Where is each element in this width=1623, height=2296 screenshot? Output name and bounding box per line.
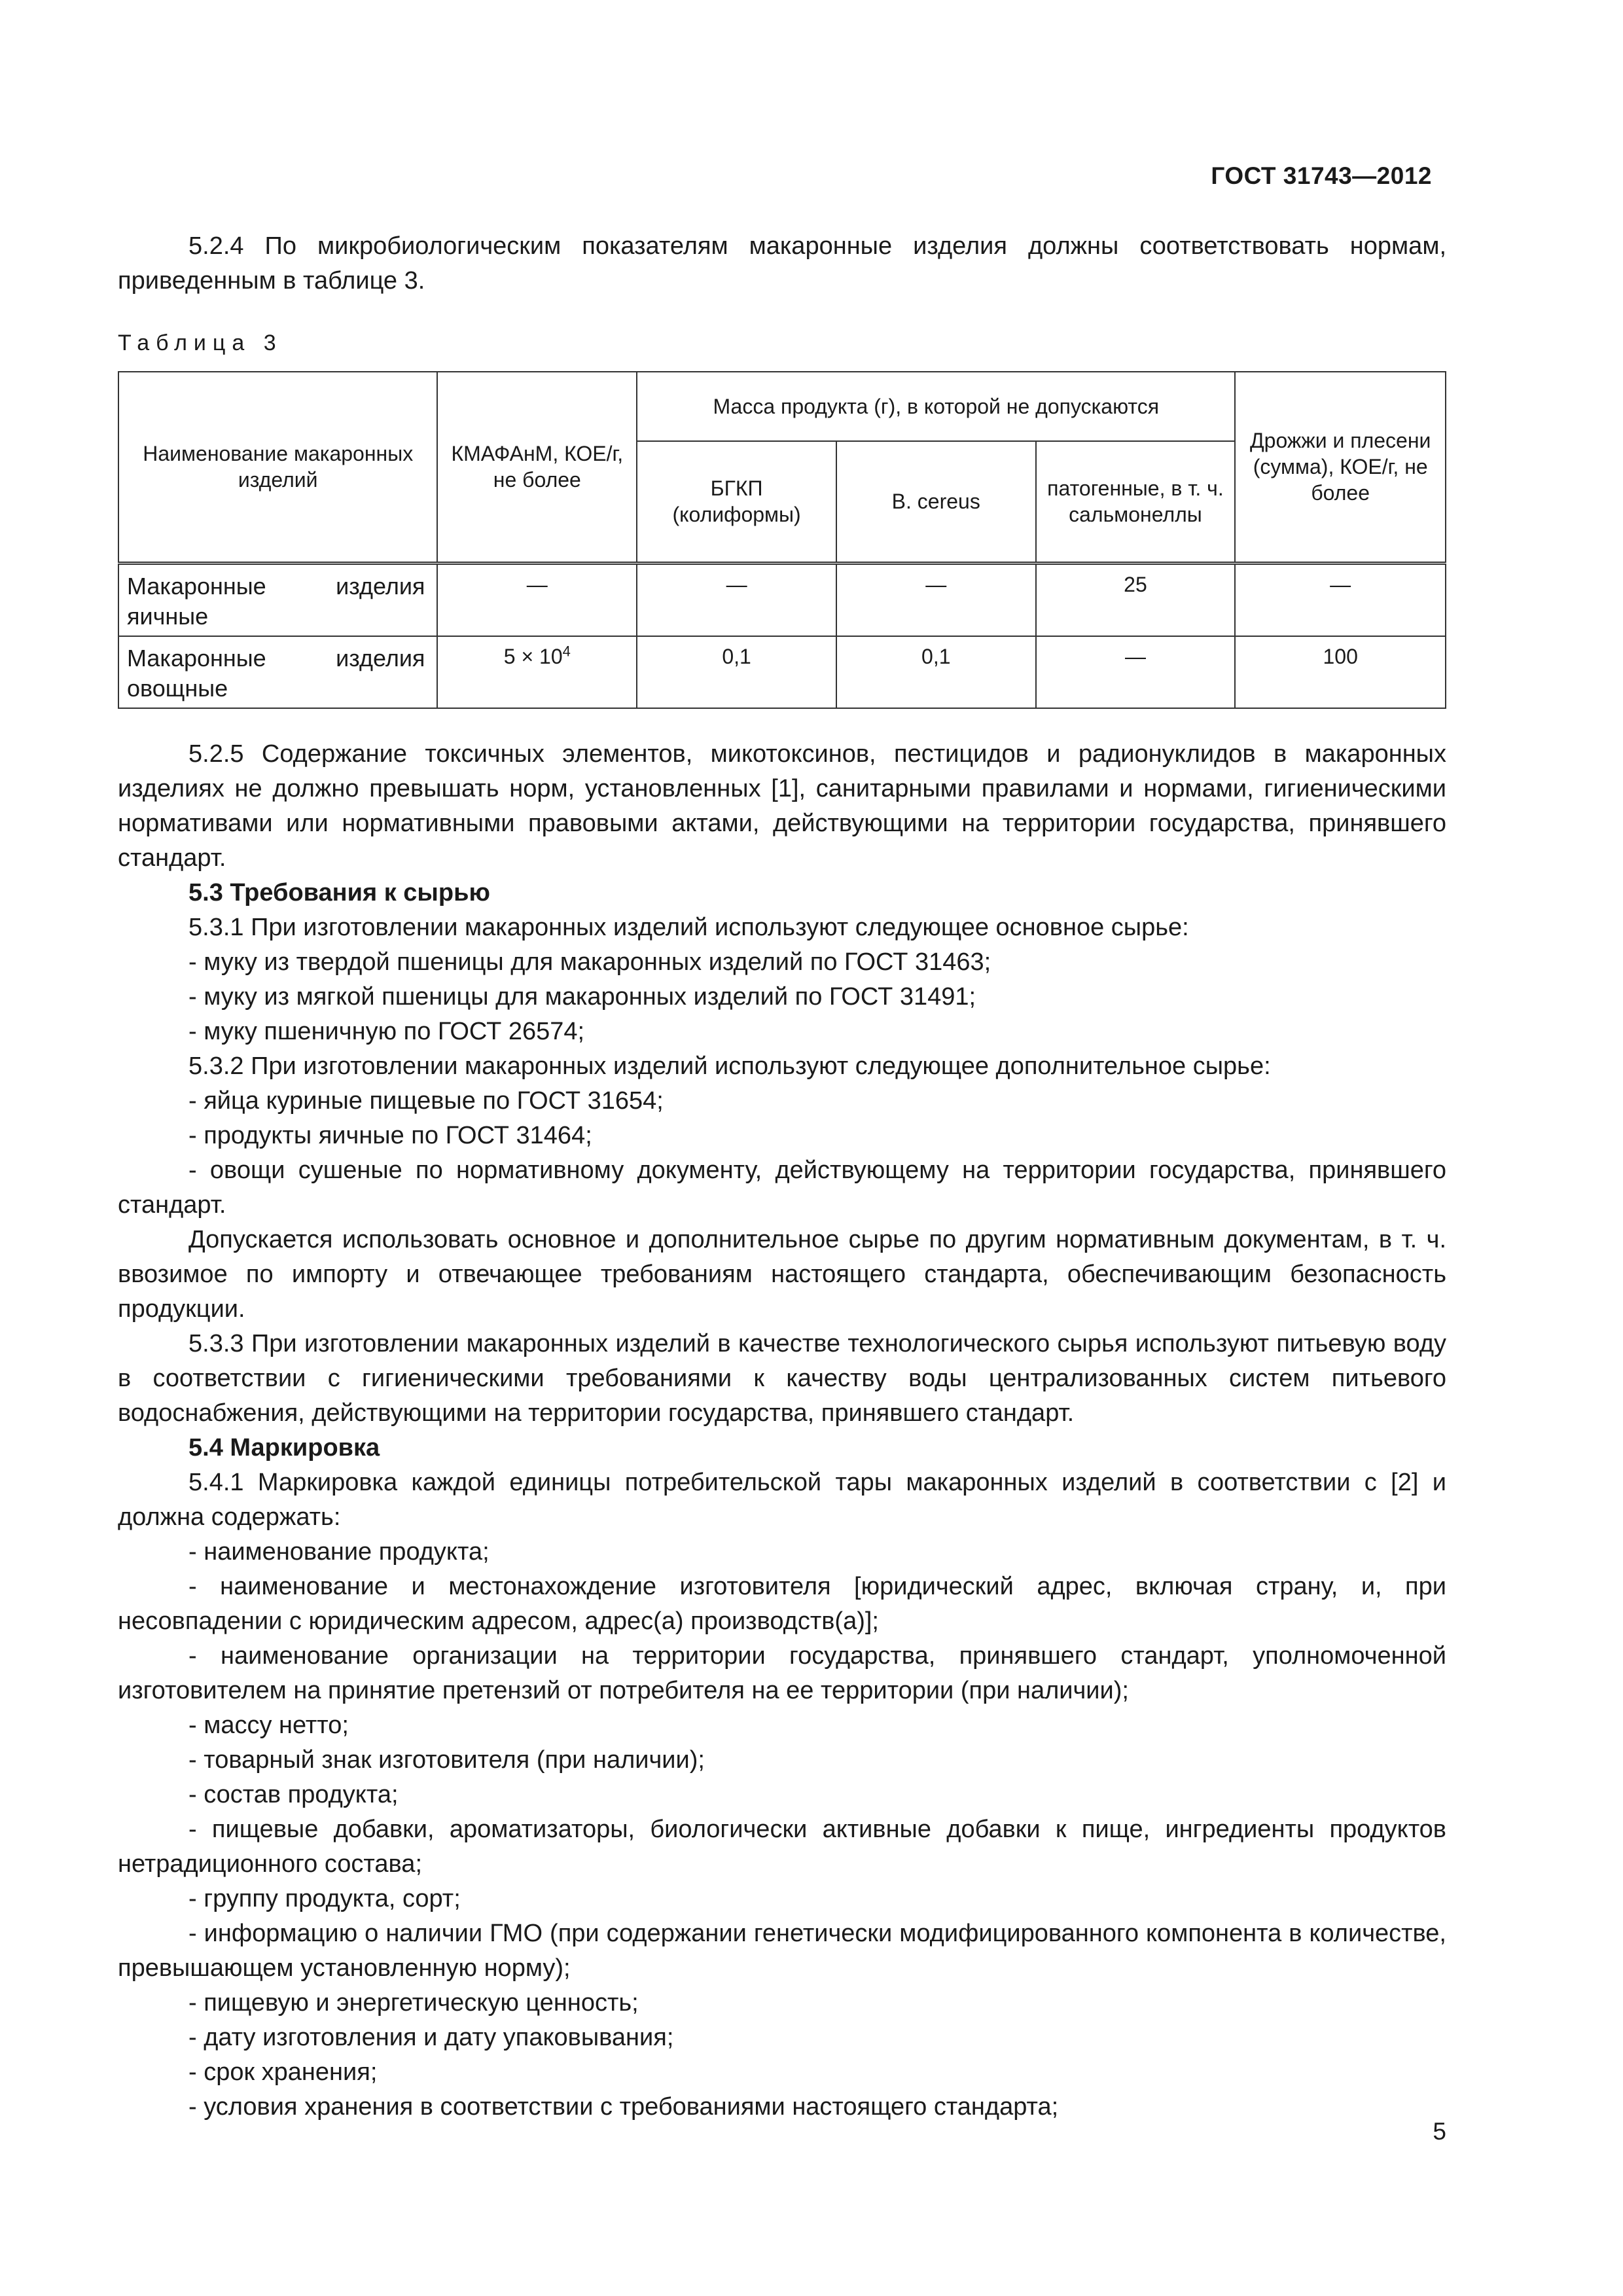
page-number: 5 <box>1433 2118 1446 2145</box>
list-item: - срок хранения; <box>188 2058 378 2086</box>
row-name: Макаронные изделия овощные <box>118 636 437 708</box>
list-item: - наименование продукта; <box>188 1538 490 1566</box>
header-pathogenic: патогенные, в т. ч. сальмонеллы <box>1036 441 1236 563</box>
list-item: - муку из мягкой пшеницы для макаронных изделий по ГОСТ 31491; <box>188 983 976 1011</box>
table-3 <box>118 371 1446 709</box>
cell-bgkp: — <box>637 563 836 636</box>
list-item: - пищевую и энергетическую ценность; <box>188 1989 639 2017</box>
cell-kmafanm: $5 \times 10^4$ <box>437 636 637 708</box>
list-item: - наименование организации на территории государства, принявшего стандарт, уполномоченной изготовителем на принятие претензий от потребителя на ее территории (при наличии); <box>118 1642 1446 1704</box>
paragraph-5-4-1: 5.4.1 Маркировка каждой единицы потребительской тары макаронных изделий в соответствии с [2] и должна содержать: <box>118 1469 1446 1531</box>
row-name: Макаронные изделия яичные <box>118 563 437 636</box>
list-item: - товарный знак изготовителя (при наличии); <box>188 1746 705 1774</box>
table-row <box>118 563 1446 636</box>
cell-bgkp: 0,1 <box>637 636 836 708</box>
paragraph-5-2-5: 5.2.5 Содержание токсичных элементов, микотоксинов, пестицидов и радионуклидов в макаронных изделиях не должно превышать норм, установленных [1], санитарными правилами и нормами, гигиеническими нормативами или нормативными правовыми актами, действующими на территории государства, принявшего стандарт. <box>118 740 1446 872</box>
list-item: - муку пшеничную по ГОСТ 26574; <box>188 1018 585 1045</box>
cell-pathogenic: 25 <box>1036 563 1236 636</box>
header-kmafanm: КМАФАнМ, КОЕ/г, не более <box>437 372 637 563</box>
paragraph-5-3-3: 5.3.3 При изготовлении макаронных изделий в качестве технологического сырья используют питьевую воду в соответствии с гигиеническими требованиями к качеству воды централизованных систем питьевого водоснабжения, действующими на территории государства, принявшего стандарт. <box>118 1330 1446 1427</box>
cell-bcereus: — <box>836 563 1036 636</box>
list-item: - наименование и местонахождение изготовителя [юридический адрес, включая страну, и, при несовпадении с юридическим адресом, адрес(а) производств(а)]; <box>118 1573 1446 1635</box>
document-header: ГОСТ 31743—2012 <box>1211 162 1432 189</box>
header-bgkp: БГКП (колиформы) <box>637 441 836 563</box>
table-caption: Таблица 3 <box>118 331 283 355</box>
header-bcereus: B. cereus <box>836 441 1036 563</box>
list-item: - состав продукта; <box>188 1781 399 1808</box>
paragraph-5-3-2: 5.3.2 При изготовлении макаронных изделий используют следующее дополнительное сырье: <box>188 1052 1271 1080</box>
paragraph-5-2-4: 5.2.4 По микробиологическим показателям макаронные изделия должны соответствовать нормам, приведенным в таблице 3. <box>118 232 1446 295</box>
table-row <box>118 636 1446 708</box>
list-item: - информацию о наличии ГМО (при содержании генетически модифицированного компонента в количестве, превышающем установленную норму); <box>118 1920 1446 1982</box>
paragraph-5-3-1: 5.3.1 При изготовлении макаронных изделий используют следующее основное сырье: <box>188 914 1189 941</box>
list-item: - массу нетто; <box>188 1712 349 1739</box>
cell-pathogenic: — <box>1036 636 1236 708</box>
list-item: - овощи сушеные по нормативному документу, действующему на территории государства, принявшего стандарт. <box>118 1157 1446 1219</box>
list-item: - яйца куриные пищевые по ГОСТ 31654; <box>188 1087 664 1115</box>
header-yeast: Дрожжи и плесени (сумма), КОЕ/г, не более <box>1235 372 1446 563</box>
section-heading-5-3: 5.3 Требования к сырью <box>188 879 490 906</box>
paragraph-permission: Допускается использовать основное и дополнительное сырье по другим нормативным документам, в т. ч. ввозимое по импорту и отвечающее требованиям настоящего стандарта, обеспечивающим безопасность продукции. <box>118 1226 1446 1323</box>
list-item: - пищевые добавки, ароматизаторы, биологически активные добавки к пище, ингредиенты продуктов нетрадиционного состава; <box>118 1816 1446 1878</box>
cell-yeast: 100 <box>1235 636 1446 708</box>
list-item: - продукты яичные по ГОСТ 31464; <box>188 1122 592 1149</box>
cell-yeast: — <box>1235 563 1446 636</box>
list-item: - муку из твердой пшеницы для макаронных изделий по ГОСТ 31463; <box>188 948 991 976</box>
list-item: - условия хранения в соответствии с требованиями настоящего стандарта; <box>188 2093 1059 2121</box>
list-item: - группу продукта, сорт; <box>188 1885 461 1912</box>
header-name: Наименование макаронных изделий <box>118 372 437 563</box>
header-mass-group: Масса продукта (г), в которой не допускаются <box>637 372 1235 441</box>
list-item: - дату изготовления и дату упаковывания; <box>188 2024 674 2051</box>
cell-kmafanm: — <box>437 563 637 636</box>
cell-bcereus: 0,1 <box>836 636 1036 708</box>
section-heading-5-4: 5.4 Маркировка <box>188 1434 380 1462</box>
